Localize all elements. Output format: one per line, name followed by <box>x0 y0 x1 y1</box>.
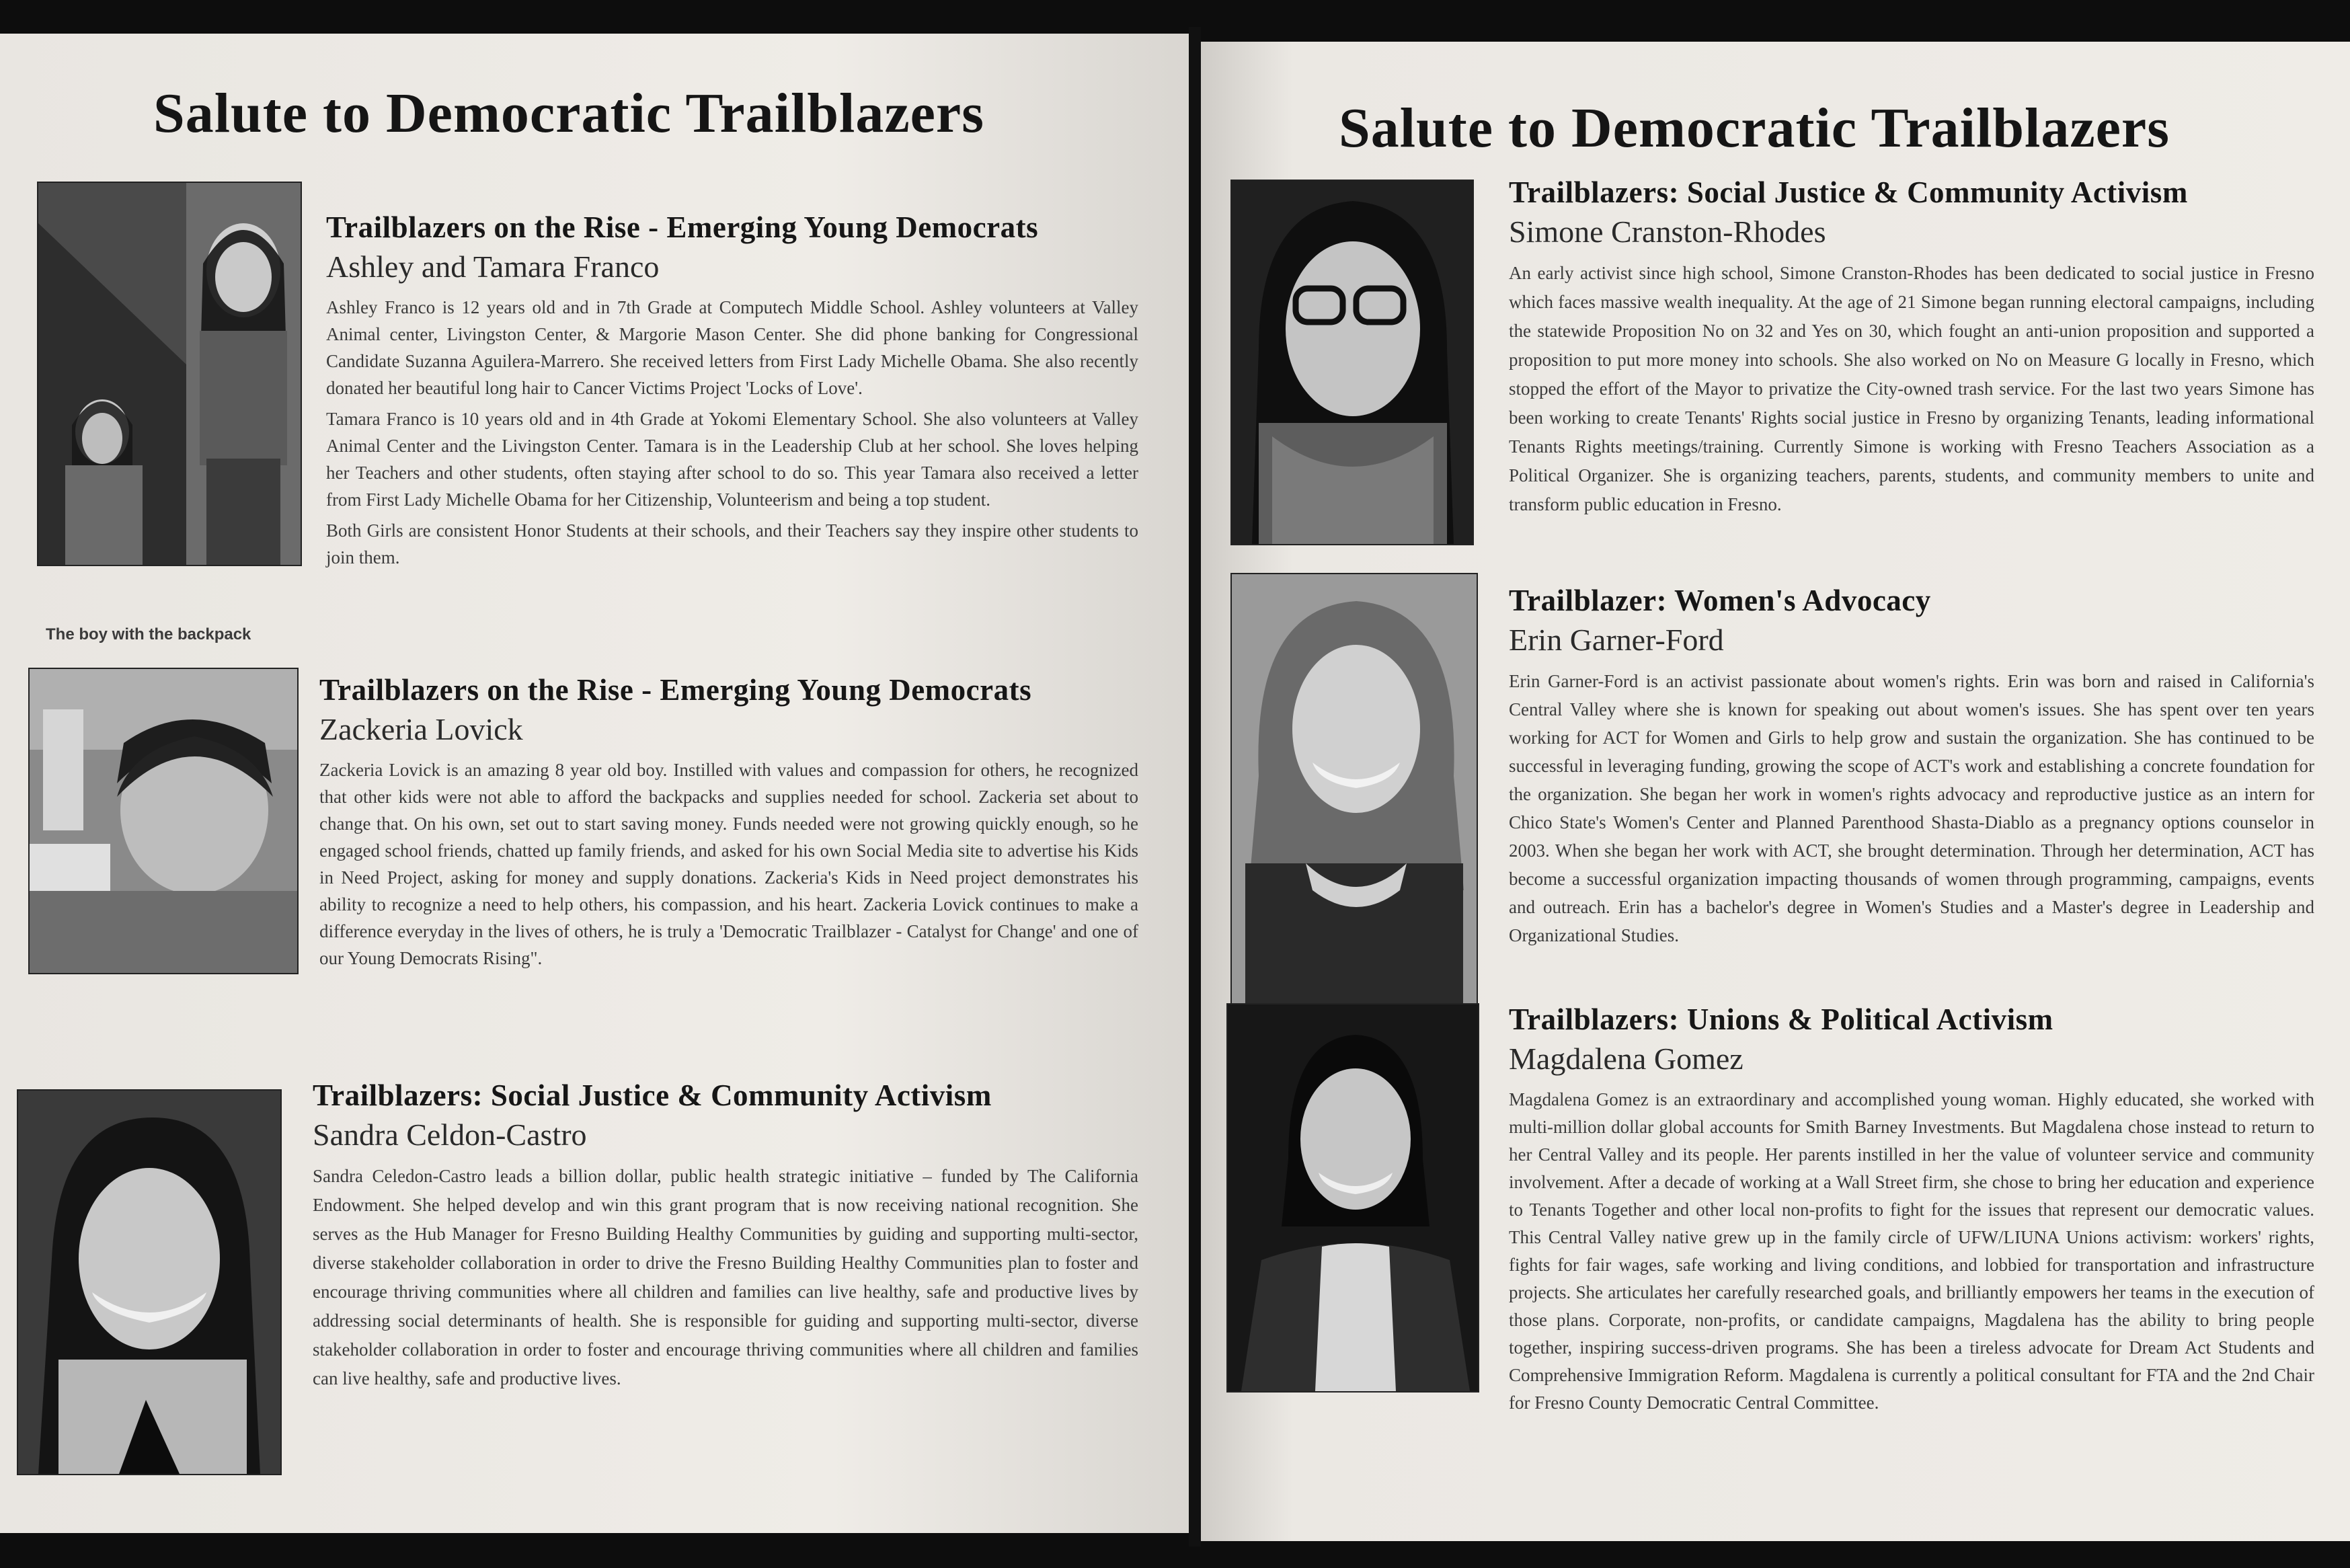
left-page <box>0 34 1189 1533</box>
trailblazer-name: Simone Cranston-Rhodes <box>1509 214 1826 249</box>
section-heading: Trailblazers: Social Justice & Community Activism <box>313 1079 992 1112</box>
section-heading: Trailblazer: Women's Advocacy <box>1509 584 1931 617</box>
photo-caption: The boy with the backpack <box>46 625 251 643</box>
section-cranston-rhodes <box>1509 175 2314 523</box>
section-heading: Trailblazers on the Rise - Emerging Young Democrats <box>319 673 1032 707</box>
section-celdon-castro <box>313 1078 1138 1397</box>
bio-paragraph: An early activist since high school, Simone Cranston-Rhodes has been dedicated to social justice in Fresno which faces massive wealth inequality. At the age of 21 Simone began running electoral campaigns, including the statewide Proposition No on 32 and Yes on 30, which fought an anti-union proposition and supported a proposition to put more money into schools. She also worked on No on Measure G locally in Fresno, which stopped the effort of the Mayor to privatize the City-owned trash service. For the last two years Simone has been working to create Tenants' Rights social justice in Fresno by organizing Tenants, leading informational Tenants Rights meetings/training. Currently Simone is working with Fresno Teachers Association as a Political Organizer. She is organizing teachers, parents, students, and community members to unite and transform public education in Fresno. <box>1509 263 2314 514</box>
trailblazer-name: Zackeria Lovick <box>319 712 523 746</box>
bio-paragraph: Sandra Celedon-Castro leads a billion dollar, public health strategic initiative – funded by The California Endowment. She helped develop and win this grant program that is now receiving national recognition. She serves as the Hub Manager for Fresno Building Healthy Communities by guiding and supporting multi-sector, diverse stakeholder collaboration in order to drive the Fresno Building Healthy Communities plan to foster and encourage thriving communities where all children and families can live healthy, safe and productive lives by addressing social determinants of health. She is responsible for guiding and supporting multi-sector, diverse stakeholder collaboration in order to foster and encourage thriving communities where all children and families can live healthy, safe and productive lives. <box>313 1166 1138 1388</box>
section-garner-ford <box>1509 583 2314 953</box>
zackeria-photo <box>28 668 299 974</box>
page-title: Salute to Democratic Trailblazers <box>1339 97 2170 159</box>
bio-paragraph: Zackeria Lovick is an amazing 8 year old boy. Instilled with values and compassion for others, he recognized that other kids were not able to afford the backpacks and supplies needed for school. Zackeria set about to change that. On his own, set out to start saving money. Funds needed were not growing quickly enough, so he engaged school friends, chatted up family friends, and asked for his own Social Media site to advertise his Kids in Need Project, asking for money and supply donations. Zackeria's Kids in Need project demonstrates his ability to recognize a need to help others, his compassion, and his heart. Zackeria Lovick continues to make a difference everyday in the lives of others, he is truly a 'Democratic Trailblazer - Catalyst for Change' and one of our Young Democrats Rising". <box>319 760 1138 968</box>
bio-paragraph: Both Girls are consistent Honor Students at their schools, and their Teachers say they inspire other students to join them. <box>326 520 1138 567</box>
section-heading: Trailblazers: Unions & Political Activism <box>1509 1003 2053 1036</box>
sandra-photo <box>17 1089 282 1475</box>
trailblazer-name: Sandra Celdon-Castro <box>313 1118 587 1152</box>
bio-paragraph: Magdalena Gomez is an extraordinary and accomplished young woman. Highly educated, she worked with multi-million dollar global accounts for Smith Barney Investments. But Magdalena chose instead to return to her Central Valley and its people. Her parents instilled in her the value of volunteer service and community involvement. After a decade of working at a Wall Street firm, she chose to bring her education and experience to Tenants Together and other local non-profits to fight for the issues that represent our democratic values. This Central Valley native grew up in the family circle of UFW/LIUNA Unions activism: workers' rights, fights for fair wages, safe working and living conditions, and lobbied for transportation and infrastructure projects. She articulates her carefully researched goals, and brilliantly empowers her teams in the execution of those plans. Corporate, non-profits, or candidate campaigns, Magdalena has the ability to bring people together, inspiring success-driven programs. She has been a tireless advocate for Dream Act Students and Comprehensive Immigration Reform. Magdalena is currently a political consultant for FTA and the 2nd Chair for Fresno County Democratic Central Committee. <box>1509 1089 2314 1413</box>
trailblazer-name: Magdalena Gomez <box>1509 1042 1744 1076</box>
magdalena-photo <box>1226 1003 1479 1393</box>
bio-paragraph: Tamara Franco is 10 years old and in 4th Grade at Yokomi Elementary School. She also volunteers at Valley Animal Center and the Livingston Center. Tamara is in the Leadership Club at her school. She loves helping her Teachers and other students, often staying after school to do so. This year Tamara also received a letter from First Lady Michelle Obama for her Citizenship, Volunteerism and being a top student. <box>326 409 1138 510</box>
page-title: Salute to Democratic Trailblazers <box>153 82 984 145</box>
section-lovick <box>319 672 1138 976</box>
right-page <box>1201 42 2350 1541</box>
bio-paragraph: Ashley Franco is 12 years old and in 7th Grade at Computech Middle School. Ashley volunteers at Valley Animal center, Livingston Center, & Margorie Mason Center. She did phone banking for Congressional Candidate Suzanna Aguilera-Marrero. She received letters from First Lady Michelle Obama. She also recently donated her beautiful long hair to Cancer Victims Project 'Locks of Love'. <box>326 297 1138 398</box>
section-gomez <box>1509 1002 2314 1421</box>
section-heading: Trailblazers on the Rise - Emerging Young Democrats <box>326 210 1039 244</box>
trailblazer-name: Erin Garner-Ford <box>1509 623 1724 657</box>
bio-paragraph: Erin Garner-Ford is an activist passionate about women's rights. Erin was born and raised in California's Central Valley where she is known for speaking out about women's issues. She has spent over ten years working for ACT for Women and Girls to help grow and sustain the organization. She has continued to be successful in leveraging funding, growing the scope of ACT's work and establishing a concrete foundation for the organization. She began her work in women's rights advocacy and reproductive justice as an intern for Chico State's Women's Center and Planned Parenthood Shasta-Diablo as a pregnancy options counselor in 2003. When she began her work with ACT, she brought determination. Through her determination, ACT has become a successful organization impacting thousands of women through programming, campaigns, events and outreach. Erin has a bachelor's degree in Women's Studies and a Master's degree in Leadership and Organizational Studies. <box>1509 671 2314 945</box>
section-heading: Trailblazers: Social Justice & Community Activism <box>1509 175 2188 209</box>
franco-sisters-photo <box>37 182 302 566</box>
erin-photo <box>1230 573 1478 1006</box>
book-gutter <box>1189 27 1201 1546</box>
simone-photo <box>1230 180 1474 545</box>
section-franco <box>326 210 1138 575</box>
trailblazer-name: Ashley and Tamara Franco <box>326 249 660 284</box>
